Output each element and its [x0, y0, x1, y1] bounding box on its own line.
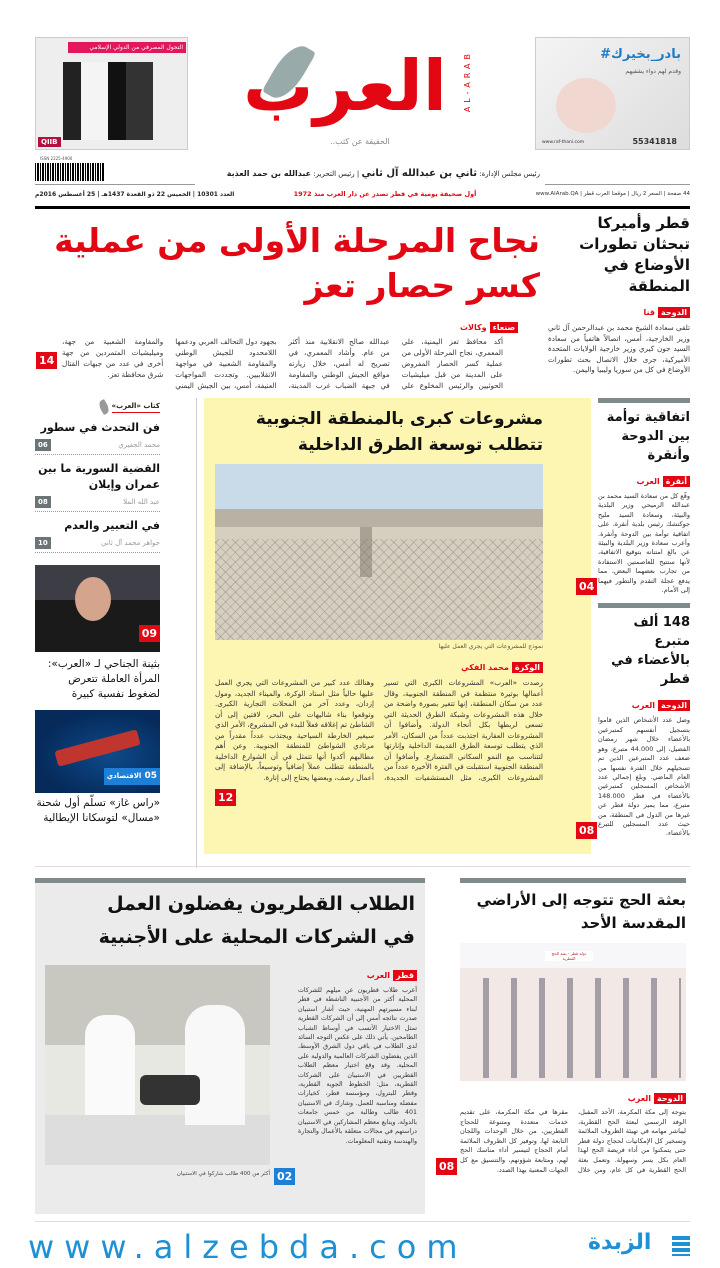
twinning-tag: أنقرةالعرب — [637, 476, 690, 487]
issn: ISSN 2225-4900 — [40, 156, 73, 161]
top-right-tag: الدوحةقنا — [644, 307, 690, 318]
twinning-page[interactable]: 04 — [576, 578, 597, 595]
lead-body: أكد محافظ تعز اليمنية، علي المعمري، نجاح المرحلة الأولى من عملية كسر الحصار المفروض على المدينة من قبل ميليشيات الحوثيين والرئيس المخلوع علي عبدالله صالح الانقلابية منذ أكثر من عام. وأشاد المعمري، في تصريح له أمس، خلال زيارته مواقع الجيش الوطني والمقاومة في جبهة الضباب غرب المدينة، بجهود دول التحالف العربي ودعمها اللامحدود للجيش الوطني والمقاومة الشعبية في مواجهة الانقلابيين. وتجددت المواجهات العنيفة، أمس، بين الجيش اليمني والمقاومة الشعبية من جهة، وميليشيات المتمردين من جهة أخرى في عدد من جبهات القتال شرق محافظة تعز. — [62, 337, 503, 390]
masthead-names: رئيس مجلس الإدارة: ثاني بن عبدالله آل ثاني | رئيس التحرير: عبدالله بن حمد العذبة — [226, 168, 540, 179]
hajj-page[interactable]: 08 — [436, 1158, 457, 1175]
donors-tag: الدوحةالعرب — [632, 700, 690, 711]
students-text — [298, 963, 417, 1146]
masthead-row — [35, 190, 690, 198]
phones-image — [63, 62, 153, 140]
twinning-body: وقّع كل من سعادة السيد محمد بن عبدالله الرميحي وزير البلدية والبيئة، وسعادة السيد مليح جوكتشك رئيس بلدية أنقرة، على اتفاقية توأمة بين الدوحة وأنقرة. وأعرب سعادة وزير البلدية والبيئة عن بالغ امتنانه بتوقيع الاتفاقية، لأنها ستتيح للعاصمتين الاستفادة من تجارب بعضهما البعض، مما يدفع عجلة التقدم والتطور فيهما إلى الأمام. — [598, 492, 690, 595]
top-right-article — [548, 213, 690, 376]
footer-url[interactable]: www.alzebda.com — [28, 1228, 468, 1266]
students-page[interactable]: 02 — [274, 1168, 295, 1185]
editor-name: عبدالله بن حمد العذبة — [226, 169, 312, 178]
ad-qiib-brand: QIIB — [38, 137, 61, 147]
ship-photo[interactable] — [35, 710, 160, 793]
quill-icon — [97, 399, 111, 415]
feature-tag: الوكرةمحمد الفكي — [461, 662, 543, 673]
writers-header: كتاب «العرب» — [112, 401, 160, 413]
interview-photo[interactable] — [35, 565, 160, 652]
hajj-body: يتوجه إلى مكة المكرمة، الأحد المقبل، الوفد الرسمي لبعثة الحج القطرية، ليباشر مهامه في تهيئة الظروف الملائمة وتسخير كل الإمكانيات لحجاج دولة قطر حتى يتمكنوا من أداء فريضة الحج لهذا العام بكل يسر وسهولة. وتعمل بعثة الحج القطرية في كل عام، ومن خلال مقرها في مكة المكرمة، على تقديم خدمات متعددة ومتنوعة للحجاج القطريين، من خلال الوحدات واللجان التابعة لها، وتوفير كل الظروف الملائمة أمام الحجاج لتيسير أداء مناسك الحج لهم، ومتابعة شؤونهم، والتنسيق مع كل الجهات المعنية بهذا الصدد. — [460, 1108, 686, 1174]
logo-latin: AL-ARAB — [463, 50, 472, 113]
twinning-article — [579, 403, 690, 595]
feature-article — [215, 406, 543, 806]
students-tag: قطرالعرب — [367, 970, 417, 981]
feature-page[interactable]: 12 — [215, 789, 236, 806]
writers-list — [35, 420, 160, 553]
ad-raf-hashtag: #بادر_بخيرك — [600, 47, 681, 62]
barcode — [35, 163, 105, 181]
lead-title[interactable]: نجاح المرحلة الأولى من عملية كسر حصار تعز — [54, 221, 540, 305]
logo-name: العرب — [243, 45, 447, 127]
footer-brand[interactable]: الزبدة — [588, 1230, 690, 1262]
writer-item[interactable]: القضية السورية ما بين عمران وإيلان عبد الله الملا 08 — [35, 461, 160, 512]
feature-body: رصدت «العرب» المشروعات الكبرى التي تسير أعمالها بوتيرة منتظمة في المنطقة الجنوبية، وقال عدد من سكان المنطقة، إنها تتغير بصورة واضحة من خلال هذه المشروعات وشبكة الطرق الحديثة التي تسعى لربطها بكل أنحاء الدولة. وأضافوا أن المشروعات العقارية اجتذبت عدداً من السكان، الأمر الذي يتطلب توسعة الطرق القديمة الداخلية وإنارتها لتتناسب مع النمو السكاني المتسارع. وأضافوا أن المنطقة الجنوبية استقبلت في الفترة الأخيرة عدداً من المشروعات الكبرى، مثل المستشفيات الجديدة، وهنالك عدد كبير من المشروعات التي يجري العمل عليها حالياً مثل استاد الوكرة، والميناء الجديد، ومول إزدان، وعدد آخر من المحلات التجارية الكبرى. وتوقعوا بناء شاليهات على البحر، لافتين إلى أن الشاطئ تم إغلاقه فعلاً للبدء في المشروع، الأمر الذي سيغير الخارطة السياحية ويجتذب عدداً مقدراً من مرتادي الشواطئ للمنطقة الجنوبية. وعن أهم مطالبهم أكدوا أنها تتمثل في أن الشوارع الداخلية بالمنطقة تتطلب عملاً إضافياً وتوسيعاً، بالإضافة إلى أعمال رصف، وبعضها يحتاج إلى إنارة. — [215, 678, 543, 782]
ad-raf-url: www.raf-thani.com — [542, 140, 585, 145]
feature-title[interactable]: مشروعات كبرى بالمنطقة الجنوبية تتطلب توسعة الطرق الداخلية — [255, 409, 543, 455]
top-right-body: تلقى سعادة الشيخ محمد بن عبدالرحمن آل ثاني وزير الخارجية، أمس، اتصالاً هاتفياً من سعادة السيد جون كيري وزير خارجية الولايات المتحدة الأميركية، جرى خلال الاتصال بحث تطورات الأوضاع في كل من سوريا وليبيا واليمن. — [548, 323, 690, 374]
slogan: أول صحيفة يومية في قطر تصدر عن دار العرب منذ 1972 — [293, 190, 477, 198]
right-column — [579, 398, 690, 839]
chairman-name: ثاني بن عبدالله آل ثاني — [361, 168, 478, 179]
baby-image — [556, 78, 616, 133]
hajj-building-photo[interactable]: دولة قطر - بعثة الحج القطرية — [460, 943, 686, 1081]
students-photo[interactable] — [45, 965, 270, 1165]
masthead-rule — [35, 206, 690, 209]
chairman-label: رئيس مجلس الإدارة: — [479, 170, 540, 178]
top-right-title[interactable]: قطر وأميركا تبحثان تطورات الأوضاع في المنطقة — [579, 214, 690, 295]
masthead-meta: 44 صفحة | السعر 2 ريال | موقعنا العرب قطر | www.AlArab.QA — [535, 191, 690, 197]
lead-page[interactable]: 14 — [36, 352, 57, 369]
students-photo-caption: أكثر من 400 طالب شاركوا في الاستبيان — [176, 1171, 270, 1177]
ad-raf-tagline: وقدم لهم دواء يشفيهم — [625, 68, 681, 75]
ad-raf[interactable] — [535, 37, 690, 150]
editor-label: رئيس التحرير: — [313, 170, 355, 178]
donors-page[interactable]: 08 — [576, 822, 597, 839]
menu-lines-icon — [672, 1236, 690, 1256]
interview-caption[interactable]: بثينة الجناحي لـ «العرب»: المرأة العاملة تتعرض لضغوط نفسية كبيرة — [47, 658, 160, 700]
students-body: أعرب طلاب قطريون عن ميلهم للشركات المحلية أكثر من الأجنبية الناشطة في قطر لبناء مسيرتهم المهنية، حيث أشار استبيان صدرت نتائجه أمس إلى أن الشركات القطرية تمثل الاختيار الأنسب في أوساط الشباب الطامحين. يأتي ذلك على عكس التوجه السائد لدى الطلاب في باقي دول الشرق الأوسط، الذين يفضلون الشركات العالمية والدولية على المحلية. وقد وقع اختيار معظم الطلاب القطريين في الاستبيان على الشركات القطرية، مثل: الخطوط الجوية القطرية، وقطر للبترول، ومؤسسة قطر، كخيارات مفضلة ومناسبة للعمل. وشارك في الاستبيان 401 طالب وطالبة من خمس جامعات بالدولة، ويتابع معظم المشاركين في الاستبيان دراستهم في مجالات متعلقة بالأعمال والتجارة والهندسة وتقنية المعلومات. — [298, 987, 417, 1145]
issue-info: العدد 10301 | الخميس 22 ذو القعدة 1437هـ | 25 أغسطس 2016م — [35, 190, 235, 198]
donors-article — [579, 608, 690, 838]
donors-body: وصل عدد الأشخاص الذين قاموا بتسجيل أنفسهم كمتبرعين بالأعضاء خلال شهر رمضان الفضيل، إلى 44.000 متبرع، وهو ضعف عدد المتبرعين الذين تم تسجيلهم خلال الفترة نفسها من العام الماضي. وبلغ إجمالي عدد الأشخاص المسجلين كمتبرعين بالأعضاء في قطر 148.000 متبرع، مما يميز دولة قطر عن غيرها من الدول في المنطقة، من حيث عدد المسجلين للتبرع بالأعضاء. — [598, 716, 690, 838]
writer-item[interactable]: في التعبير والعدم جواهر محمد آل ثاني 10 — [35, 518, 160, 553]
twinning-title[interactable]: اتفاقية توأمة بين الدوحة وأنقرة — [606, 410, 690, 463]
logo[interactable] — [230, 40, 490, 152]
economy-page[interactable]: 05 الاقتصادي — [104, 768, 160, 785]
students-title[interactable]: الطلاب القطريون يفضلون العمل في الشركات المحلية على الأجنبية — [98, 893, 415, 948]
hajj-article — [439, 878, 686, 1175]
ad-qiib-banner: التحول المصرفي من الدولي الإسلامي — [68, 42, 186, 53]
hajj-title[interactable]: بعثة الحج تتوجه إلى الأراضي المقدسة الأحد — [476, 891, 686, 932]
ad-raf-phone: 55341818 — [632, 137, 677, 146]
hajj-tag: الدوحةالعرب — [628, 1093, 686, 1104]
interview-page[interactable]: 09 — [139, 625, 160, 642]
ad-qiib[interactable] — [35, 37, 188, 150]
logo-tagline: ..الحقيقة عن كثب — [330, 137, 390, 146]
construction-photo[interactable] — [215, 464, 543, 640]
writer-item[interactable]: فن التحدث في سطور محمد الجفيري 06 — [35, 420, 160, 455]
lead-tag: صنعاءوكالات — [460, 322, 518, 333]
donors-title[interactable]: 148 ألف متبرع بالأعضاء في قطر — [611, 615, 690, 688]
left-column — [35, 400, 160, 826]
feature-photo-caption: نموذج للمشروعات التي يجري العمل عليها — [438, 643, 543, 650]
economy-caption[interactable]: «راس غاز» تسلّم أول شحنة «مسال» لتوسكانا الإيطالية — [36, 797, 160, 824]
